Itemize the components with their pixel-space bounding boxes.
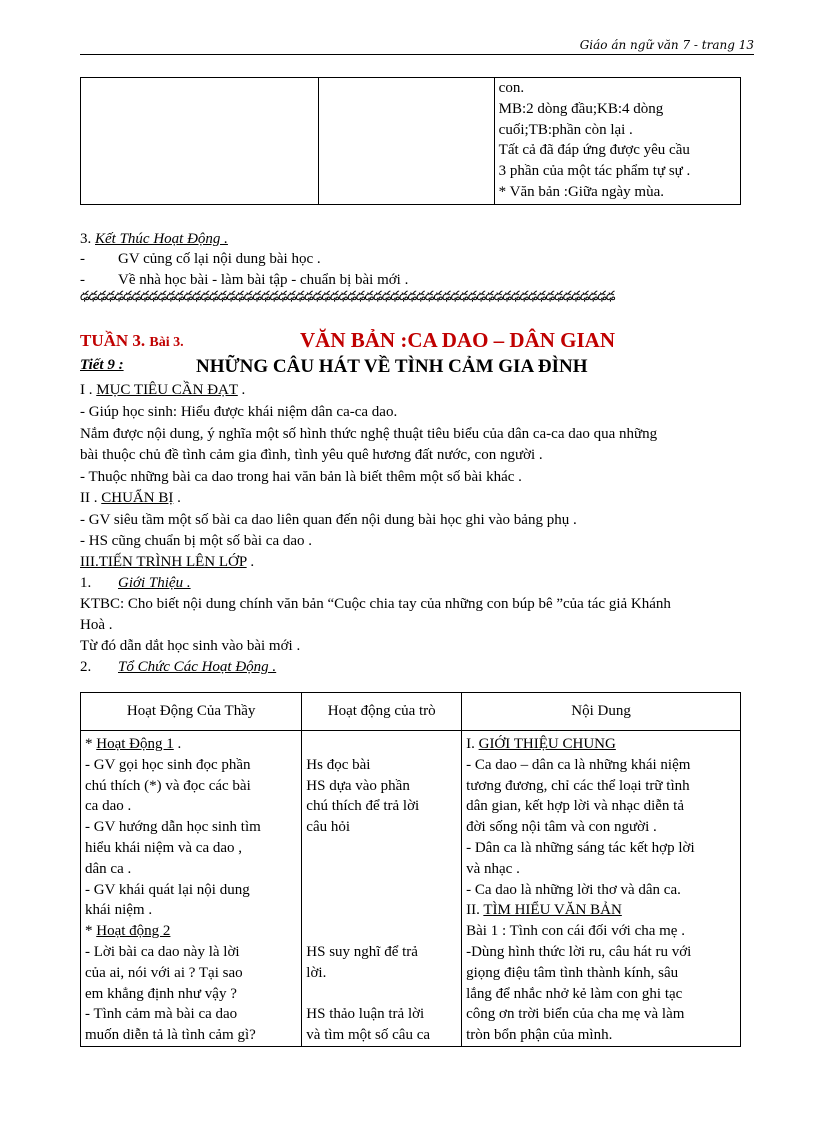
section1-heading: I . MỤC TIÊU CẦN ĐẠT . — [80, 382, 246, 398]
top-table-cell-3 — [494, 78, 740, 205]
top-table-cell-2 — [318, 78, 494, 205]
student-line: câu hỏi — [306, 819, 351, 836]
student-line — [306, 880, 457, 901]
content-line: giọng điệu tâm tình thành kính, sâu — [466, 964, 679, 981]
content-line: dân gian, kết hợp lời và nhạc diễn tả — [466, 798, 684, 815]
teacher-line: - GV gọi học sinh đọc phần — [85, 756, 251, 773]
content-line: - Dân ca là những sáng tác kết hợp lời — [466, 839, 695, 856]
section1-line: bài thuộc chủ đề tình cảm gia đình, tình yêu quê hương đất nước, con người . — [80, 447, 543, 463]
content-line: Bài 1 : Tình con cái đối với cha mẹ . — [466, 923, 685, 940]
student-column — [302, 731, 462, 1047]
content-line: tương đương, chỉ các thể loại trữ tình — [466, 777, 690, 794]
top-table — [80, 77, 741, 205]
content-line: - Ca dao là những lời thơ và dân ca. — [466, 881, 681, 898]
teacher-line: dân ca . — [85, 860, 132, 877]
header-content: Nội Dung — [462, 693, 741, 731]
content-line: -Dùng hình thức lời ru, câu hát ru với — [466, 943, 692, 960]
teacher-line: - Lời bài ca dao này là lời — [85, 943, 240, 960]
content-line: đời sống nội tâm và con người . — [466, 819, 657, 836]
teacher-line: - GV khái quát lại nội dung — [85, 881, 250, 898]
end-section-item: - Về nhà học bài - làm bài tập - chuẩn bị bài mới . — [80, 272, 409, 288]
intro-line: Từ đó dẫn dắt học sinh vào bài mới . — [80, 638, 301, 654]
top-table-line: Tất cả đã đáp ứng được yêu cầu — [498, 142, 690, 159]
header-student: Hoạt động của trò — [302, 693, 462, 731]
teacher-line: khái niệm . — [85, 902, 153, 919]
org-heading: 2. Tổ Chức Các Hoạt Động . — [80, 659, 277, 675]
intro-line: Hoà . — [80, 617, 113, 633]
section2-heading: II . CHUẨN BỊ . — [80, 490, 181, 506]
period-label: Tiết 9 : — [80, 357, 124, 373]
top-table-line: MB:2 dòng đầu;KB:4 dòng — [498, 100, 664, 117]
content-line: công ơn trời biển của cha mẹ và làm — [466, 1006, 685, 1023]
student-line: HS dựa vào phần — [306, 777, 410, 794]
intro-line: KTBC: Cho biết nội dung chính văn bản “Cuộc chia tay của những con búp bê ”của tác giả Khánh — [80, 596, 671, 612]
end-section-title: Kết Thúc Hoạt Động . — [95, 231, 228, 247]
intro-heading: 1. Giới Thiệu . — [80, 575, 191, 591]
student-line — [306, 900, 457, 921]
teacher-line: chú thích (*) và đọc các bài — [85, 777, 251, 794]
student-line: HS thảo luận trả lời — [306, 1006, 425, 1023]
activities-table — [80, 692, 741, 1047]
student-line: HS suy nghĩ để trả — [306, 943, 418, 960]
end-section-heading: 3. Kết Thúc Hoạt Động . — [80, 231, 228, 247]
underlined-text: GIỚI THIỆU CHUNG — [478, 736, 616, 752]
content-heading: II. TÌM HIỂU VĂN BẢN — [466, 902, 622, 919]
student-line: lời. — [306, 964, 327, 981]
teacher-column — [81, 731, 302, 1047]
teacher-line: ca dao . — [85, 798, 132, 815]
week-label: TUẦN 3. Bài 3. — [80, 331, 184, 350]
teacher-line: * Hoạt Động 1 . — [85, 736, 182, 752]
section1-line: - Giúp học sinh: Hiểu được khái niệm dân ca-ca dao. — [80, 404, 398, 420]
section2-line: - GV siêu tầm một số bài ca dao liên quan đến nội dung bài học ghi vào bảng phụ . — [80, 512, 577, 528]
student-line — [306, 859, 457, 880]
underlined-text: Hoạt động 2 — [96, 923, 171, 940]
top-table-cell-1 — [81, 78, 319, 205]
top-table-line: con. — [498, 80, 525, 96]
section1-line: - Thuộc những bài ca dao trong hai văn bản là biết thêm một số bài khác . — [80, 469, 522, 485]
section2-line: - HS cũng chuẩn bị một số bài ca dao . — [80, 533, 313, 549]
top-table-line: * Văn bản :Giữa ngày mùa. — [498, 183, 664, 200]
student-line — [306, 838, 457, 859]
underlined-text: Hoạt Động 1 — [96, 736, 174, 752]
text-title: VĂN BẢN :CA DAO – DÂN GIAN — [300, 328, 615, 352]
teacher-line: muốn diễn tả là tình cảm gì? — [85, 1027, 256, 1044]
content-column — [462, 731, 741, 1047]
end-section-item: - GV củng cố lại nội dung bài học . — [80, 251, 321, 267]
teacher-line: - Tình cảm mà bài ca dao — [85, 1006, 238, 1023]
teacher-line: em khẳng định như vậy ? — [85, 985, 237, 1002]
page-header: Giáo án ngữ văn 7 - trang 13 — [80, 38, 754, 55]
decorative-divider: ఢఢఢఢఢఢఢఢఢఢఢఢఢఢఢఢఢఢఢఢఢఢఢఢఢఢఢఢఢఢఢఢఢఢఢఢఢఢఢఢఢఢఢఢఢఢఢఢఢఢఢఢఢఢఢఢఢఢఢఢఢఢ — [80, 289, 615, 303]
underlined-text: TÌM HIỂU VĂN BẢN — [483, 902, 622, 919]
content-line: lắng để nhắc nhở kẻ làm con ghi tạc — [466, 985, 683, 1002]
student-line: Hs đọc bài — [306, 756, 371, 773]
lesson-subtitle: NHỮNG CÂU HÁT VỀ TÌNH CẢM GIA ĐÌNH — [196, 356, 588, 377]
student-line: chú thích để trả lời — [306, 798, 420, 815]
content-line: và nhạc . — [466, 860, 520, 877]
student-line: và tìm một số câu ca — [306, 1027, 431, 1044]
section3-heading: III.TIẾN TRÌNH LÊN LỚP . — [80, 554, 255, 570]
top-table-line: 3 phần của một tác phẩm tự sự . — [498, 163, 691, 180]
teacher-line: hiểu khái niệm và ca dao , — [85, 839, 243, 856]
content-line: - Ca dao – dân ca là những khái niệm — [466, 756, 691, 773]
section1-line: Nắm được nội dung, ý nghĩa một số hình thức nghệ thuật tiêu biểu của dân ca-ca dao qua những — [80, 426, 658, 442]
student-line — [306, 734, 457, 755]
top-table-line: cuối;TB:phần còn lại . — [498, 121, 633, 138]
header-teacher: Hoạt Động Của Thầy — [81, 693, 302, 731]
teacher-line: của ai, nói với ai ? Tại sao — [85, 964, 243, 981]
teacher-line: - GV hướng dẫn học sinh tìm — [85, 819, 261, 836]
teacher-line: * Hoạt động 2 — [85, 923, 171, 940]
student-line — [306, 984, 457, 1005]
content-heading: I. GIỚI THIỆU CHUNG — [466, 736, 616, 752]
student-line — [306, 921, 457, 942]
content-line: tròn bổn phận của mình. — [466, 1027, 613, 1044]
